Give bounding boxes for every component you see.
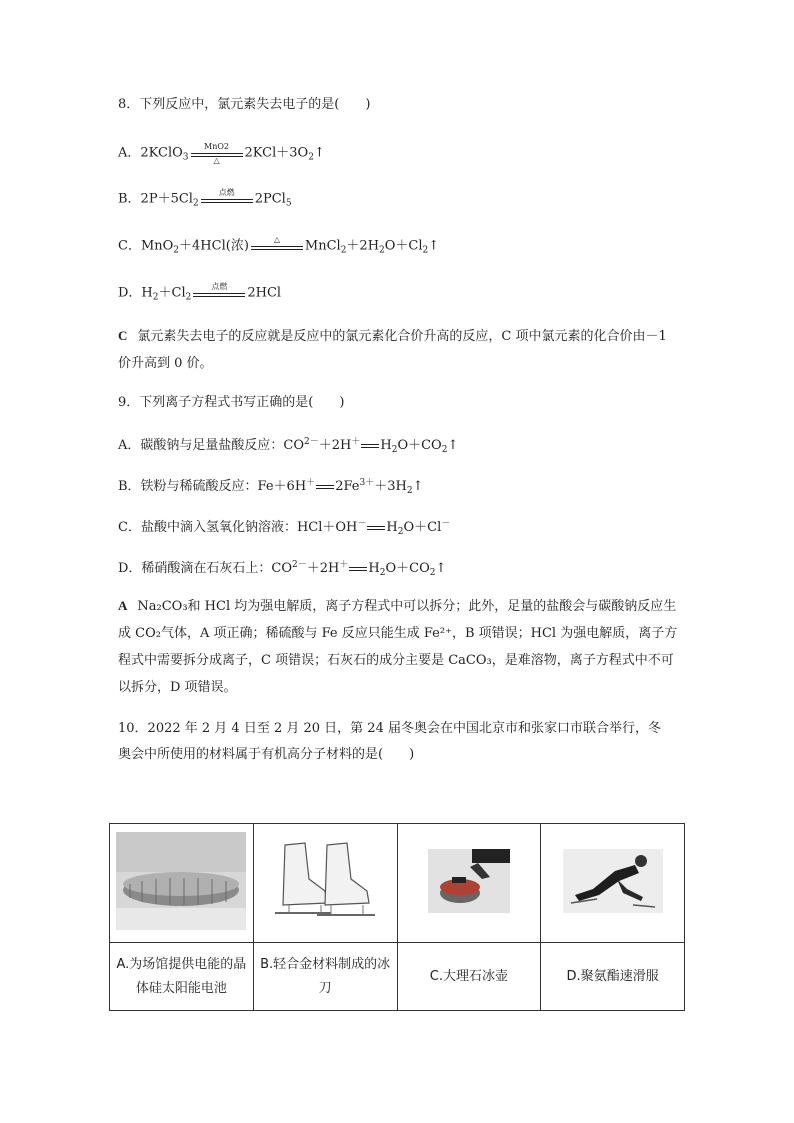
reaction-condition: 点燃	[193, 282, 245, 304]
option-c-caption: C.大理石冰壶	[397, 943, 541, 1011]
equals-sign	[367, 526, 385, 530]
equals-sign	[361, 444, 379, 448]
q8-answer: C 氯元素失去电子的反应就是反应中的氯元素化合价升高的反应，C 项中氯元素的化合价由－1 价升高到 0 价。	[118, 328, 667, 371]
q9-stem: 9．下列离子方程式书写正确的是( )	[118, 395, 345, 410]
q10-stem-line2: 奥会中所使用的材料属于有机高分子材料的是( )	[118, 747, 415, 762]
stadium-image	[116, 832, 246, 930]
q9-answer: A Na₂CO₃和 HCl 均为强电解质，离子方程式中可以拆分；此外，足量的盐酸会与碳酸钠反应生成 CO₂气体，A 项正确；稀硫酸与 Fe 反应只能生成 Fe²⁺，B 项错误；HCl 为强电解质，离子方程式中需要拆分成离子，C 项错误；石灰石的成分主要是 CaCO₃，是难溶物，离子方程式中不可以拆分，D 项错误。	[118, 598, 678, 695]
reaction-condition: 点燃	[201, 188, 253, 210]
option-b-image-cell[interactable]	[253, 824, 397, 943]
reaction-condition: △	[251, 235, 303, 257]
option-d-caption: D.聚氨酯速滑服	[541, 943, 685, 1011]
reaction-condition: MnO2 △	[191, 142, 243, 164]
equals-sign	[316, 485, 334, 489]
option-b-caption: B.轻合金材料制成的冰刀	[253, 943, 397, 1011]
q8-option-b[interactable]: B．$2P+5Cl_2$ 点燃 2PCl$_5$	[118, 188, 292, 209]
q8-option-c[interactable]: C．MnO$_2$＋4HCl(浓) △ $MnCl_2+2H_2O+Cl_2↑$	[118, 235, 440, 256]
option-c-image-cell[interactable]	[397, 824, 541, 943]
q9-option-c[interactable]: C．盐酸中滴入氢氧化钠溶液：HCl＋OH－ $H_2O+Cl^-$	[118, 519, 451, 537]
q10-stem-line1: 10．2022 年 2 月 4 日至 2 月 20 日，第 24 届冬奥会在中国北京市和张家口市联合举行，冬	[118, 721, 661, 736]
q10-options-table	[109, 823, 685, 1011]
option-a-image-cell[interactable]	[110, 824, 254, 943]
q9-option-b[interactable]: B．铁粉与稀硫酸反应：Fe＋6H＋ $2Fe^{3+}+3H_2↑$	[118, 478, 424, 496]
q8-option-d[interactable]: D．$H_2+Cl_2$ 点燃 2HCl	[118, 282, 282, 303]
q8-option-a[interactable]: A．2KClO$_3$ MnO2 △ $2KCl+3O_2↑$	[118, 142, 325, 165]
q9-option-d[interactable]: D．稀硝酸滴在石灰石上：$CO^{2-}+2H^+$ $H_2O+CO_2↑$	[118, 560, 447, 578]
q8-stem: 8．下列反应中，氯元素失去电子的是( )	[118, 97, 371, 112]
option-a-caption: A.为场馆提供电能的晶体硅太阳能电池	[110, 943, 254, 1011]
equals-sign	[349, 567, 367, 571]
q9-option-a[interactable]: A．碳酸钠与足量盐酸反应：$CO^{2-}+2H^+$ $H_2O+CO_2↑$	[118, 437, 459, 455]
speed-skater-image	[563, 849, 663, 913]
ice-skates-image	[265, 839, 385, 923]
option-d-image-cell[interactable]	[541, 824, 685, 943]
curling-stone-image	[428, 849, 510, 913]
